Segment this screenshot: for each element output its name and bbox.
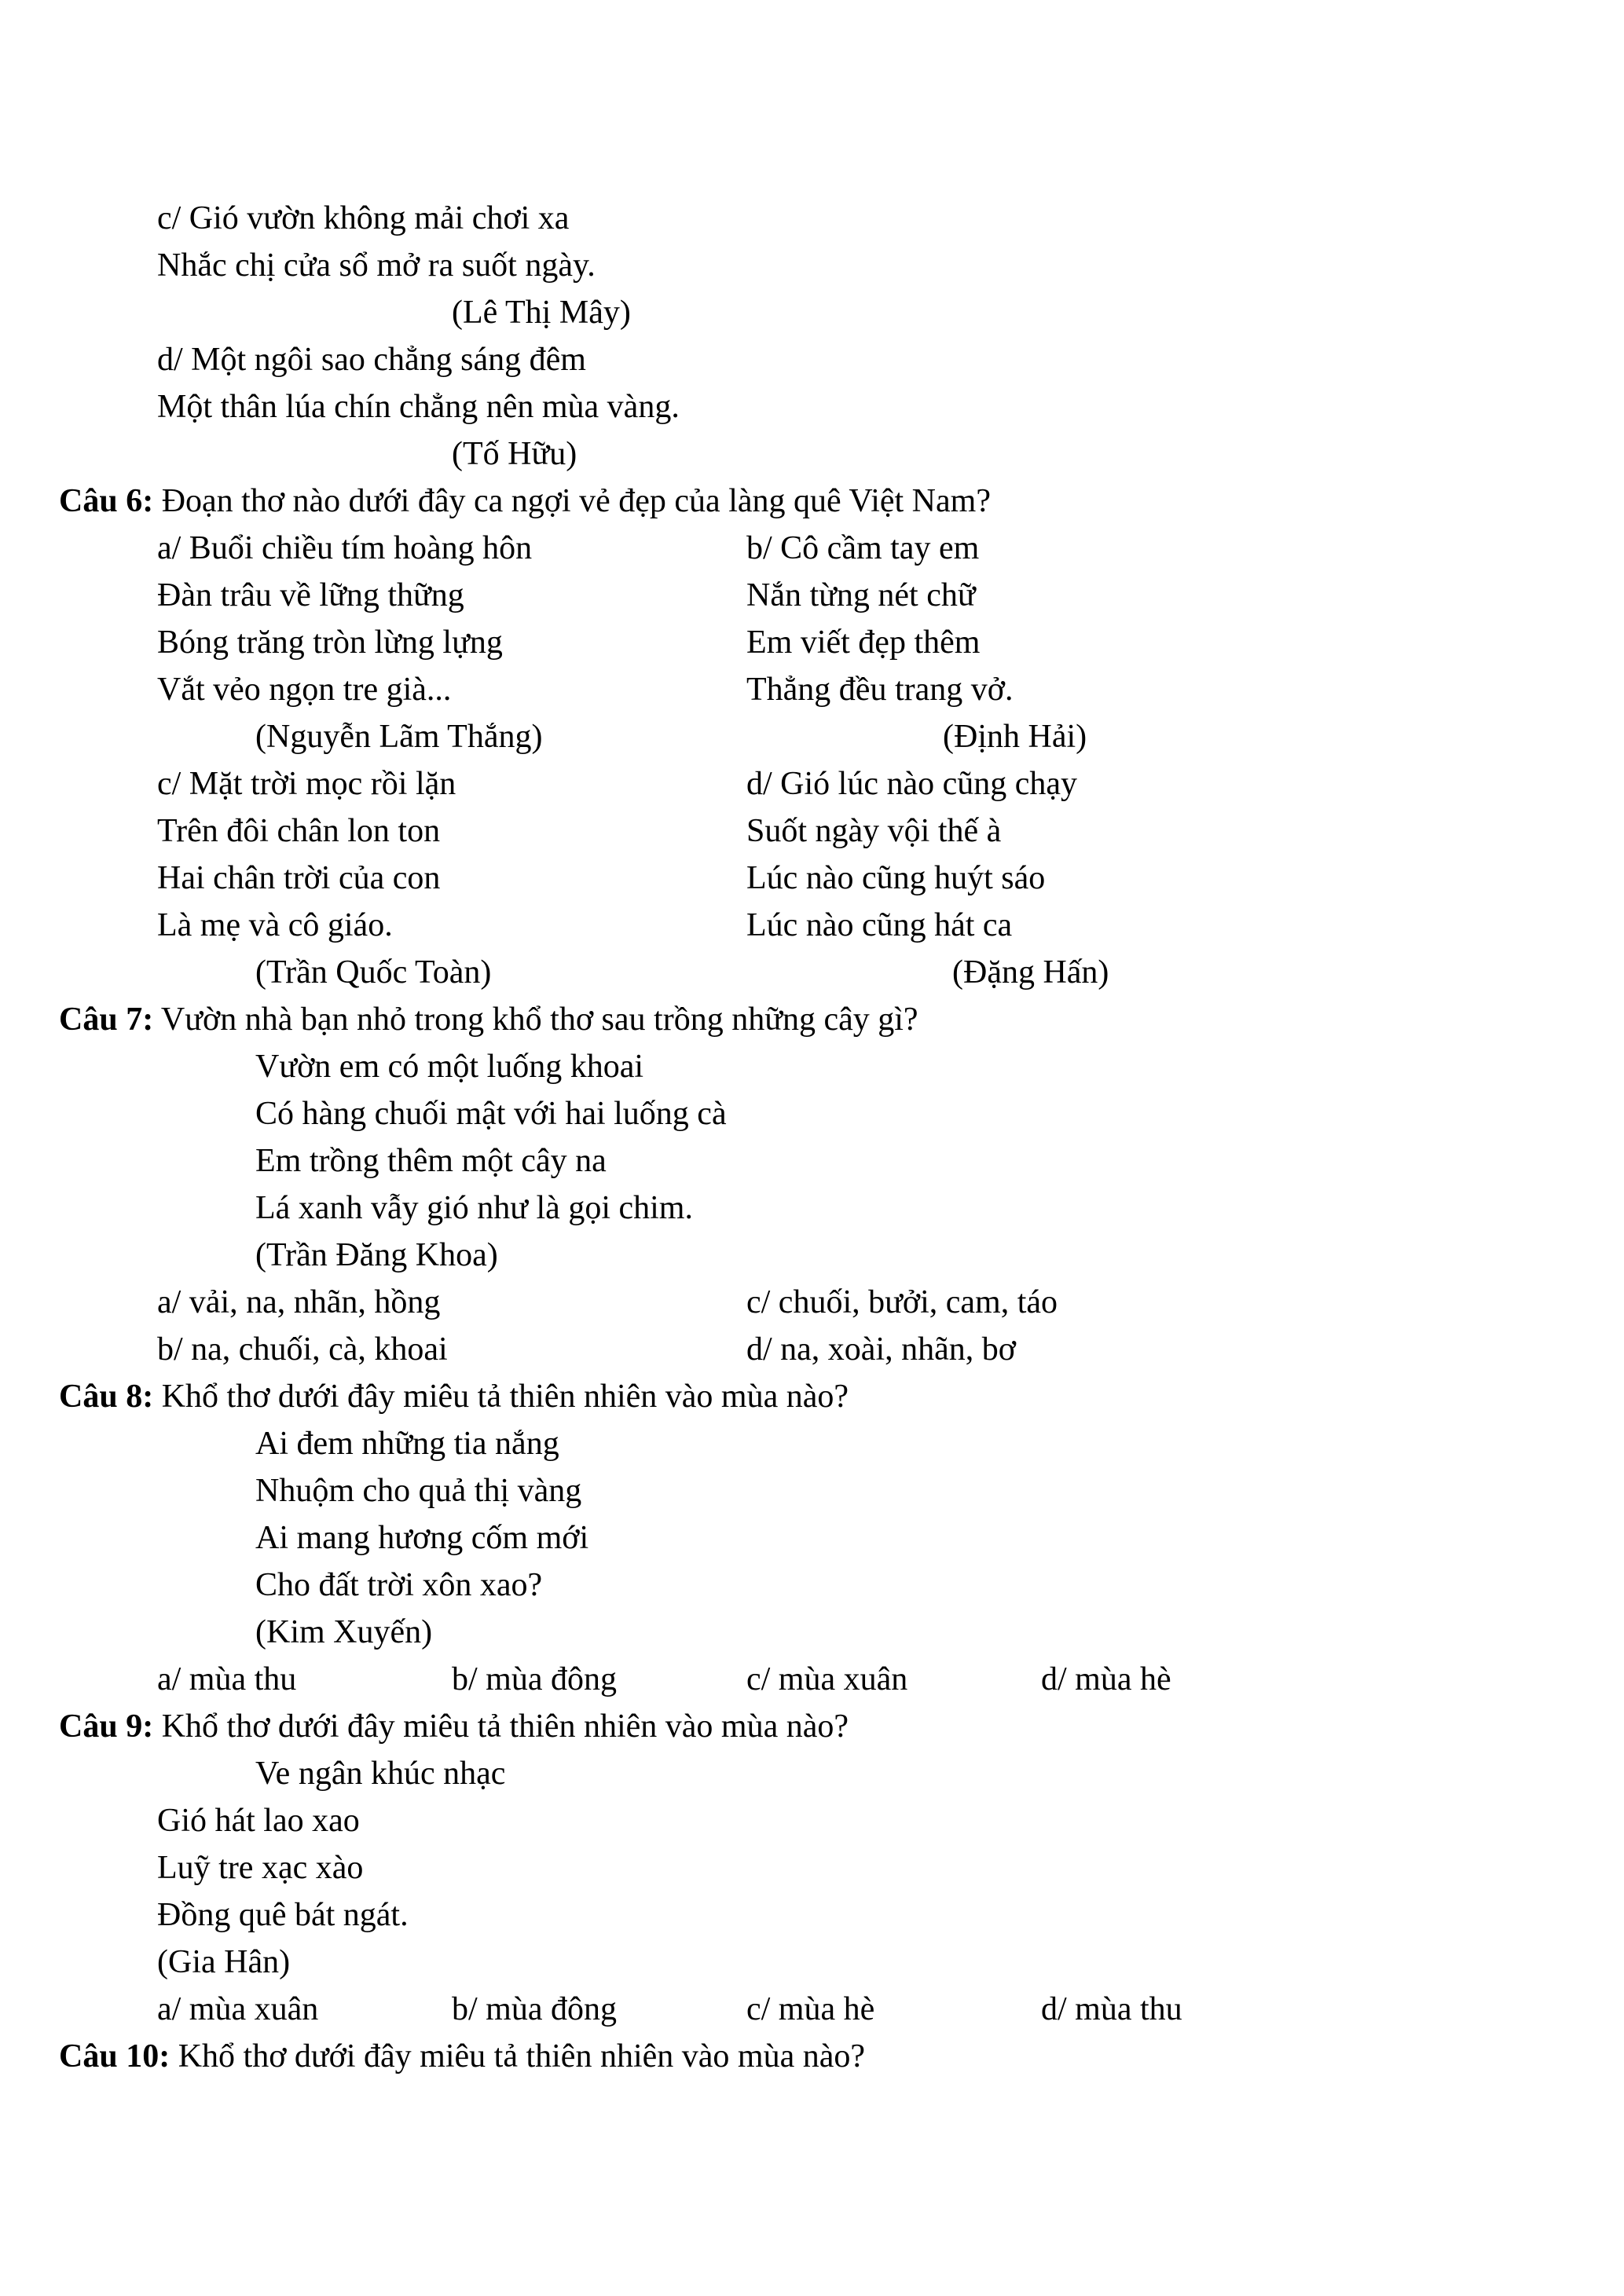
q8-option-c: c/ mùa xuân (746, 1661, 908, 1697)
q6-d-line3: Lúc nào cũng huýt sáo (746, 860, 1046, 896)
q10-label: Câu 10: (59, 2038, 170, 2074)
q6-d-line1: d/ Gió lúc nào cũng chạy (746, 766, 1078, 802)
q9-poem-line2: Gió hát lao xao (157, 1803, 360, 1839)
q9-poem-line3: Luỹ tre xạc xào (157, 1850, 364, 1886)
q6-a-author: (Nguyễn Lãm Thắng) (255, 719, 543, 755)
q6-d-author: (Đặng Hấn) (952, 954, 1109, 991)
q6-text: Đoạn thơ nào dưới đây ca ngợi vẻ đẹp của làng quê Việt Nam? (153, 483, 991, 519)
q8-poem-line2: Nhuộm cho quả thị vàng (255, 1473, 582, 1509)
q8-option-a: a/ mùa thu (157, 1661, 297, 1697)
q8-poem-line1: Ai đem những tia nắng (255, 1426, 559, 1462)
q6-c-line4: Là mẹ và cô giáo. (157, 907, 393, 943)
q8-option-b: b/ mùa đông (452, 1661, 617, 1697)
q7-option-a: a/ vải, na, nhãn, hồng (157, 1284, 441, 1320)
q6-question (59, 485, 991, 518)
q7-poem-line4: Lá xanh vẫy gió như là gọi chim. (255, 1190, 693, 1226)
q6-d-line4: Lúc nào cũng hát ca (746, 907, 1013, 943)
q7-poem-line2: Có hàng chuối mật với hai luống cà (255, 1096, 727, 1132)
q10-text: Khổ thơ dưới đây miêu tả thiên nhiên vào mùa nào? (170, 2038, 865, 2074)
q9-poem-line4: Đồng quê bát ngát. (157, 1897, 409, 1933)
q7-poem-line3: Em trồng thêm một cây na (255, 1143, 607, 1179)
q5-option-c-line2: Nhắc chị cửa sổ mở ra suốt ngày. (157, 247, 596, 284)
q6-c-author: (Trần Quốc Toàn) (255, 954, 492, 991)
q8-poem-line3: Ai mang hương cốm mới (255, 1520, 589, 1556)
q5-option-d-line2: Một thân lúa chín chẳng nên mùa vàng. (157, 389, 680, 425)
q9-option-b: b/ mùa đông (452, 1991, 617, 2027)
q5-option-c-line1: c/ Gió vườn không mải chơi xa (157, 200, 570, 236)
q9-poem-author: (Gia Hân) (157, 1944, 291, 1980)
q7-question (59, 1003, 918, 1036)
q9-question (59, 1710, 849, 1743)
q5-option-d-author: (Tố Hữu) (452, 436, 577, 472)
q8-question (59, 1380, 849, 1413)
q6-c-line1: c/ Mặt trời mọc rồi lặn (157, 766, 456, 802)
q9-option-a: a/ mùa xuân (157, 1991, 319, 2027)
q6-b-line4: Thẳng đều trang vở. (746, 672, 1014, 708)
q6-b-line3: Em viết đẹp thêm (746, 624, 981, 661)
q7-option-b: b/ na, chuối, cà, khoai (157, 1331, 448, 1368)
q9-poem-line1: Ve ngân khúc nhạc (255, 1756, 506, 1792)
q9-option-c: c/ mùa hè (746, 1991, 875, 2027)
q7-poem-author: (Trần Đăng Khoa) (255, 1237, 498, 1273)
q9-text: Khổ thơ dưới đây miêu tả thiên nhiên vào mùa nào? (153, 1708, 849, 1745)
q6-d-line2: Suốt ngày vội thế à (746, 813, 1002, 849)
q7-label: Câu 7: (59, 1002, 154, 1038)
q8-label: Câu 8: (59, 1379, 154, 1415)
q6-c-line2: Trên đôi chân lon ton (157, 813, 441, 849)
q6-a-line1: a/ Buổi chiều tím hoàng hôn (157, 530, 533, 566)
q5-option-c-author: (Lê Thị Mây) (452, 295, 631, 331)
q6-b-author: (Định Hải) (943, 719, 1087, 755)
q6-c-line3: Hai chân trời của con (157, 860, 441, 896)
q7-text: Vườn nhà bạn nhỏ trong khổ thơ sau trồng những cây gì? (153, 1002, 918, 1038)
q9-label: Câu 9: (59, 1708, 154, 1745)
q7-option-d: d/ na, xoài, nhãn, bơ (746, 1331, 1016, 1368)
q10-question (59, 2040, 865, 2073)
q6-a-line4: Vắt vẻo ngọn tre già... (157, 672, 452, 708)
q6-a-line3: Bóng trăng tròn lừng lựng (157, 624, 503, 661)
q6-a-line2: Đàn trâu về lững thững (157, 577, 464, 613)
q6-b-line2: Nắn từng nét chữ (746, 577, 976, 613)
q8-option-d: d/ mùa hè (1041, 1661, 1171, 1697)
q6-b-line1: b/ Cô cầm tay em (746, 530, 980, 566)
q7-option-c: c/ chuối, bưởi, cam, táo (746, 1284, 1058, 1320)
q7-poem-line1: Vườn em có một luống khoai (255, 1049, 644, 1085)
q5-option-d-line1: d/ Một ngôi sao chẳng sáng đêm (157, 342, 586, 378)
q9-option-d: d/ mùa thu (1041, 1991, 1182, 2027)
q6-label: Câu 6: (59, 483, 154, 519)
q8-poem-line4: Cho đất trời xôn xao? (255, 1567, 543, 1603)
q8-text: Khổ thơ dưới đây miêu tả thiên nhiên vào mùa nào? (153, 1379, 849, 1415)
q8-poem-author: (Kim Xuyến) (255, 1614, 433, 1650)
